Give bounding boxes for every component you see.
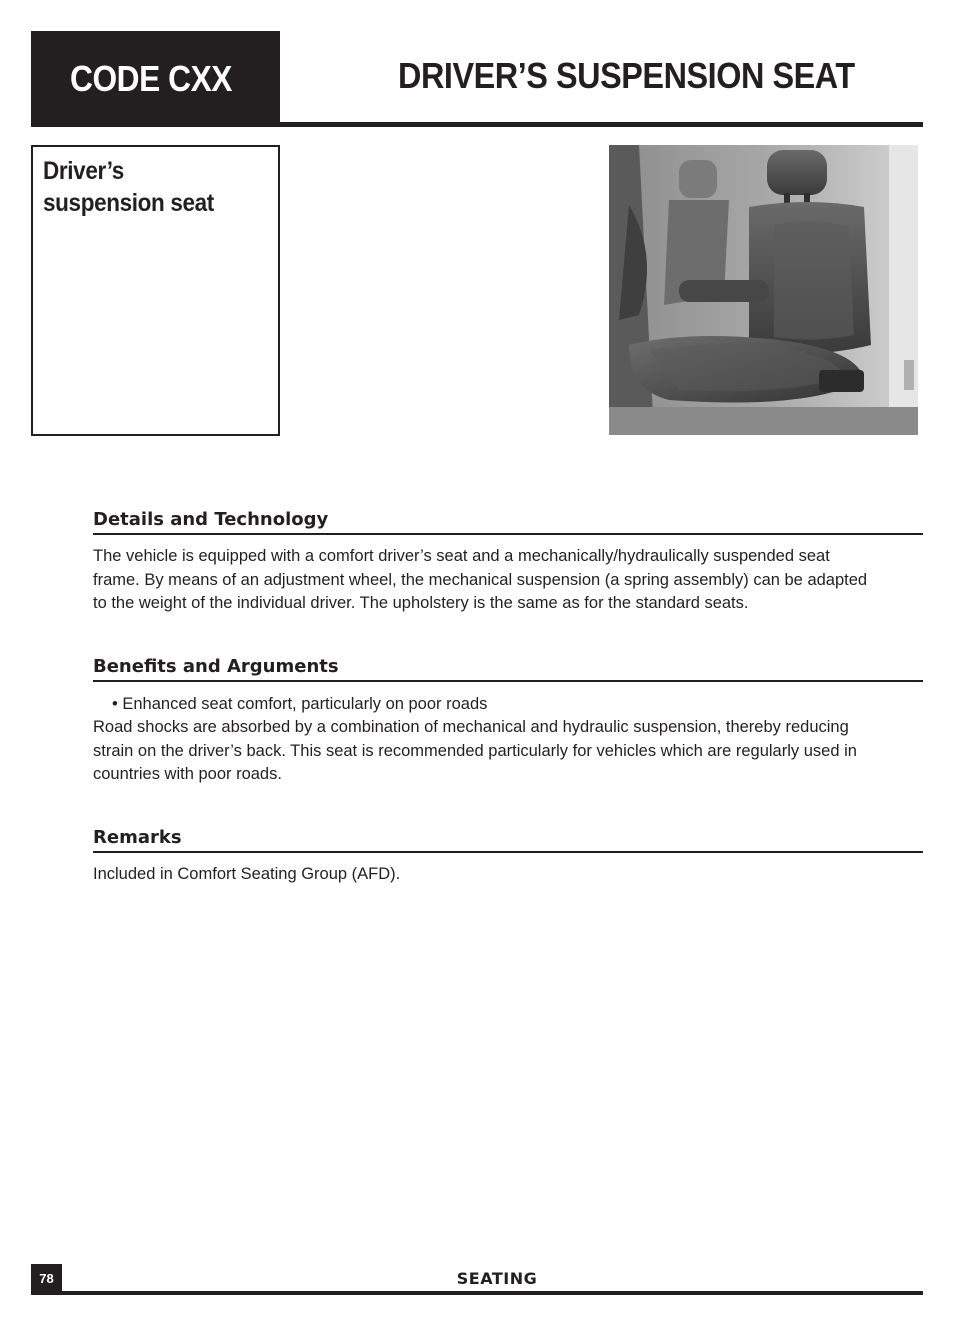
footer-section-title: SEATING xyxy=(456,1269,538,1288)
feature-label-line1: Driver’s xyxy=(43,157,124,185)
remarks-text: Included in Comfort Seating Group (AFD). xyxy=(93,865,401,883)
benefits-line3: countries with poor roads. xyxy=(93,765,282,783)
code-label: CODE CXX xyxy=(70,58,233,99)
feature-label xyxy=(43,155,250,219)
footer-rule xyxy=(31,1291,923,1295)
benefits-heading: Benefits and Arguments xyxy=(93,656,923,682)
page-number: 78 xyxy=(31,1264,62,1292)
feature-label-line2: suspension seat xyxy=(43,189,214,217)
details-line3: to the weight of the individual driver. The upholstery is the same as for the standard seats. xyxy=(93,594,749,612)
code-block xyxy=(31,31,280,127)
seat-photo xyxy=(609,145,918,435)
header-rule xyxy=(280,122,923,127)
feature-box xyxy=(31,145,280,436)
benefits-line2: strain on the driver’s back. This seat is recommended particularly for vehicles which are regularly used in xyxy=(93,741,857,760)
seat-photo-illustration xyxy=(609,145,918,435)
details-text xyxy=(93,545,893,616)
benefits-line1: Road shocks are absorbed by a combination of mechanical and hydraulic suspension, thereby reducing xyxy=(93,718,849,736)
benefits-bullet: • Enhanced seat comfort, particularly on poor roads xyxy=(112,695,488,713)
benefits-text xyxy=(93,716,893,787)
details-line1: The vehicle is equipped with a comfort driver’s seat and a mechanically/hydraulically suspended seat xyxy=(93,547,830,565)
page-title: DRIVER’S SUSPENSION SEAT xyxy=(398,55,855,96)
remarks-heading: Remarks xyxy=(93,827,923,853)
details-heading: Details and Technology xyxy=(93,509,923,535)
details-line2: frame. By means of an adjustment wheel, the mechanical suspension (a spring assembly) can be adapted xyxy=(93,570,868,589)
